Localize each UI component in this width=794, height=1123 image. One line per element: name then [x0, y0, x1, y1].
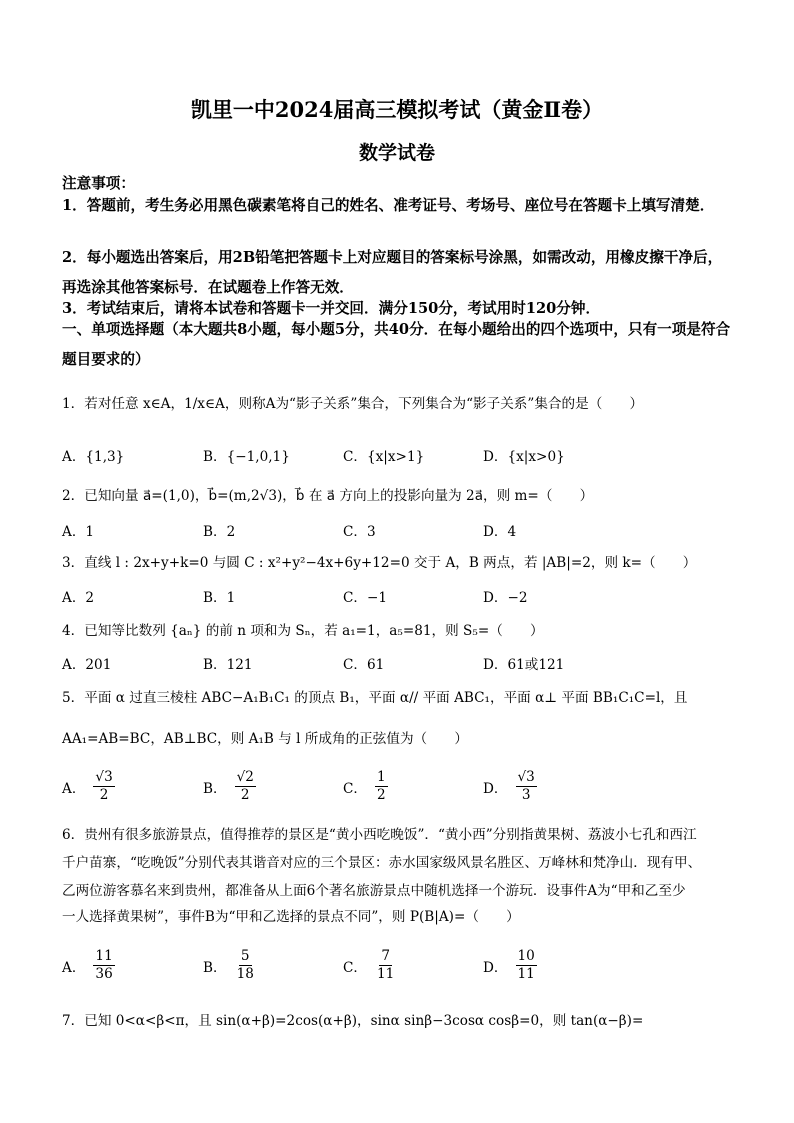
fraction — [93, 769, 114, 804]
question-6-option-b[interactable] — [203, 948, 256, 983]
option-label: D． — [483, 959, 508, 976]
numerator: 7 — [381, 948, 390, 964]
denominator: 11 — [377, 966, 395, 982]
denominator: 2 — [99, 787, 109, 803]
notice-item-1: 1．答题前，考生务必用黑色碳素笔将自己的姓名、准考证号、考场号、座位号在答题卡上填写清楚． — [62, 197, 715, 214]
question-1-option-c[interactable]: C．{x|x>1} — [343, 449, 425, 465]
numerator: 1 — [377, 769, 386, 785]
numerator: √3 — [95, 769, 113, 785]
denominator: 2 — [377, 787, 386, 803]
question-5-stem-line-1: 5．平面 α 过直三棱柱 ABC−A₁B₁C₁ 的顶点 B₁，平面 α// 平面 ABC₁，平面 α⊥ 平面 BB₁C₁C=l，且 — [62, 690, 688, 706]
question-6-stem-line-1: 6．贵州有很多旅游景点，值得推荐的景区是“黄小西吃晚饭”．“黄小西”分别指黄果树、荔波小七孔和西江 — [62, 827, 697, 843]
question-6-stem-line-2: 千户苗寨，“吃晚饭”分别代表其谐音对应的三个景区：赤水国家级风景名胜区、万峰林和梵净山．现有甲、 — [62, 855, 702, 871]
numerator: √2 — [236, 769, 254, 785]
question-1-option-d[interactable]: D．{x|x>0} — [483, 449, 565, 465]
question-3-option-c[interactable]: C．−1 — [343, 590, 388, 606]
question-3-option-a[interactable]: A．2 — [62, 590, 95, 606]
denominator: 18 — [236, 966, 254, 982]
question-1-stem: 1．若对任意 x∈A，1/x∈A，则称A为“影子关系”集合，下列集合为“影子关系”集合的是（ ） — [62, 396, 644, 412]
question-4-options — [62, 653, 742, 689]
question-7-stem: 7．已知 0<α<β<π，且 sin(α+β)=2cos(α+β)，sinα sinβ−3cosα cosβ=0，则 tan(α−β)= — [62, 1013, 644, 1029]
question-2-option-d[interactable]: D．4 — [483, 524, 517, 540]
exam-subtitle: 数学试卷 — [358, 142, 435, 164]
notice-heading: 注意事项： — [62, 175, 135, 192]
question-1-option-a[interactable]: A．{1,3} — [62, 449, 125, 465]
fraction — [375, 769, 388, 804]
option-label: A． — [62, 959, 86, 976]
question-5-option-a[interactable] — [62, 769, 115, 804]
question-6-stem-line-4: 一人选择黄果树”，事件B为“甲和乙选择的景点不同”，则 P(B|A)=（ ） — [62, 909, 520, 925]
option-label: B． — [203, 959, 227, 976]
question-2-stem: 2．已知向量 a⃗=(1,0)，b⃗=(m,2√3)，b⃗ 在 a⃗ 方向上的投影向量为 2a⃗，则 m=（ ） — [62, 488, 594, 504]
question-4-option-d[interactable]: D．61或121 — [483, 657, 565, 673]
notice-item-3: 3．考试结束后，请将本试卷和答题卡一并交回．满分150分，考试用时120分钟． — [62, 300, 601, 317]
fraction — [516, 769, 537, 804]
question-5-option-b[interactable] — [203, 769, 256, 804]
question-6-option-c[interactable] — [343, 948, 396, 983]
question-4-stem: 4．已知等比数列 {aₙ} 的前 n 项和为 Sₙ，若 a₁=1，a₅=81，则 S₅=（ ） — [62, 623, 544, 639]
question-4-option-a[interactable]: A．201 — [62, 657, 112, 673]
question-2-option-c[interactable]: C．3 — [343, 524, 376, 540]
question-6-options — [62, 948, 742, 984]
option-label: C． — [343, 780, 367, 797]
fraction — [235, 948, 256, 983]
section-heading: 一、单项选择题（本大题共8小题，每小题5分，共40分．在每小题给出的四个选项中，只有一项是符合题目要求的） — [62, 321, 731, 368]
option-label: D． — [483, 780, 508, 797]
question-5-option-d[interactable] — [483, 769, 537, 804]
fraction — [375, 948, 396, 983]
fraction — [235, 769, 256, 804]
denominator: 11 — [517, 966, 535, 982]
notice-item-2: 2．每小题选出答案后，用2B铅笔把答题卡上对应题目的答案标号涂黑，如需改动，用橡皮擦干净后，再选涂其他答案标号．在试题卷上作答无效． — [62, 249, 723, 296]
question-2-option-b[interactable]: B．2 — [203, 524, 236, 540]
denominator: 3 — [521, 787, 531, 803]
fraction — [93, 948, 114, 983]
denominator: 2 — [240, 787, 250, 803]
question-3-stem: 3．直线 l : 2x+y+k=0 与圆 C : x²+y²−4x+6y+12=0 交于 A，B 两点，若 |AB|=2，则 k=（ ） — [62, 555, 697, 571]
numerator: 5 — [240, 948, 250, 964]
question-4-option-b[interactable]: B．121 — [203, 657, 253, 673]
question-5-option-c[interactable] — [343, 769, 388, 804]
exam-title: 凯里一中2024届高三模拟考试（黄金Ⅱ卷） — [190, 97, 604, 122]
fraction — [516, 948, 537, 983]
question-4-option-c[interactable]: C．61 — [343, 657, 385, 673]
question-3-options — [62, 586, 742, 622]
denominator: 36 — [95, 966, 113, 982]
option-label: C． — [343, 959, 367, 976]
question-6-option-a[interactable] — [62, 948, 115, 983]
question-6-stem-line-3: 乙两位游客慕名来到贵州，都准备从上面6个著名旅游景点中随机选择一个游玩．设事件A为“甲和乙至少 — [62, 883, 686, 899]
option-label: A． — [62, 780, 86, 797]
question-3-option-b[interactable]: B．1 — [203, 590, 236, 606]
numerator: √3 — [517, 769, 535, 785]
numerator: 11 — [95, 948, 113, 964]
option-label: B． — [203, 780, 227, 797]
question-2-option-a[interactable]: A．1 — [62, 524, 95, 540]
question-5-options — [62, 769, 742, 805]
question-3-option-d[interactable]: D．−2 — [483, 590, 528, 606]
numerator: 10 — [517, 948, 535, 964]
question-5-stem-line-2: AA₁=AB=BC，AB⊥BC，则 A₁B 与 l 所成角的正弦值为（ ） — [62, 731, 468, 747]
question-1-options — [62, 445, 742, 481]
question-6-option-d[interactable] — [483, 948, 537, 983]
question-1-option-b[interactable]: B．{−1,0,1} — [203, 449, 290, 465]
